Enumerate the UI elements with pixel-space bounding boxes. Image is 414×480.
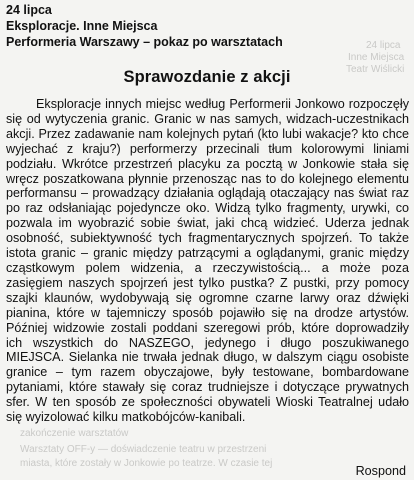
bleed-through-bottom-3: miasta, które zostały w Jonkowie po teatrze. W czasie tej bbox=[20, 458, 273, 469]
bleed-through-line-1: 24 lipca bbox=[366, 40, 401, 51]
author-signature: Rospond bbox=[355, 464, 406, 478]
bleed-through-bottom-1: zakończenie warsztatów bbox=[20, 428, 129, 439]
report-body: Eksploracje innych miejsc według Performerii Jonkowo rozpoczęły się od wytyczenia granic. Granic w nas samych, widzach-uczestnikach akcji. Przez zadawanie nam kolejnych pytań (kto lubi wakacje? kto chce wyjechać z kraju?) performerzy przecinali tłum kolorowymi liniami podziału. Wkrótce przestrzeń placyku za pocztą w Jonkowie stała się wręcz poszatkowana płynnie przenosząc nas to do kolejnego elementu performansu – prowadzący działania oglądają otaczający nas świat raz po raz odsłaniając pojedyncze oko. Widzą tylko fragmenty, urywki, co pozwala im wyobrazić sobie świat, jaki chcą widzieć. Uderza jednak osobność, subiektywność tych fragmentarycznych spojrzeń. To także istota granic – granic między patrzącymi a oglądanymi, granic między cząstkowym polem widzenia, a rzeczywistością... a może poza zasięgiem naszych spojrzeń jest tylko pustka? Z pustki, przy pomocy szajki klaunów, wydobywają się ogromne czarne larwy oraz dźwięki pianina, które w tajemniczy sposób pojawiło się na drodze artystów. Później widzowie zostali poddani szeregowi prób, które doprowadziły ich wszystkich do NASZEGO, jedynego i długo poszukiwanego MIEJSCA. Sielanka nie trwała jednak długo, w dalszym ciągu osobiste granice – tym razem obyczajowe, były testowane, bombardowane pytaniami, które stawały się coraz trudniejsze i dotyczące prywatnych sfer. W ten sposób ze społeczności obywateli Wioski Teatralnej udało się wyizolować kilku matkobójców-kanibali. bbox=[6, 97, 409, 425]
header-section: Eksploracje. Inne Miejsca bbox=[6, 19, 158, 33]
bleed-through-line-3: Teatr Wiślicki bbox=[346, 64, 405, 75]
document-header bbox=[6, 2, 283, 50]
bleed-through-bottom-2: Warsztaty OFF-y — doświadczenie teatru w przestrzeni bbox=[20, 444, 267, 455]
header-subtitle: Performeria Warszawy – pokaz po warsztatach bbox=[6, 35, 283, 49]
report-title: Sprawozdanie z akcji bbox=[123, 68, 291, 86]
header-date: 24 lipca bbox=[6, 3, 52, 17]
bleed-through-line-2: Inne Miejsca bbox=[348, 52, 405, 63]
